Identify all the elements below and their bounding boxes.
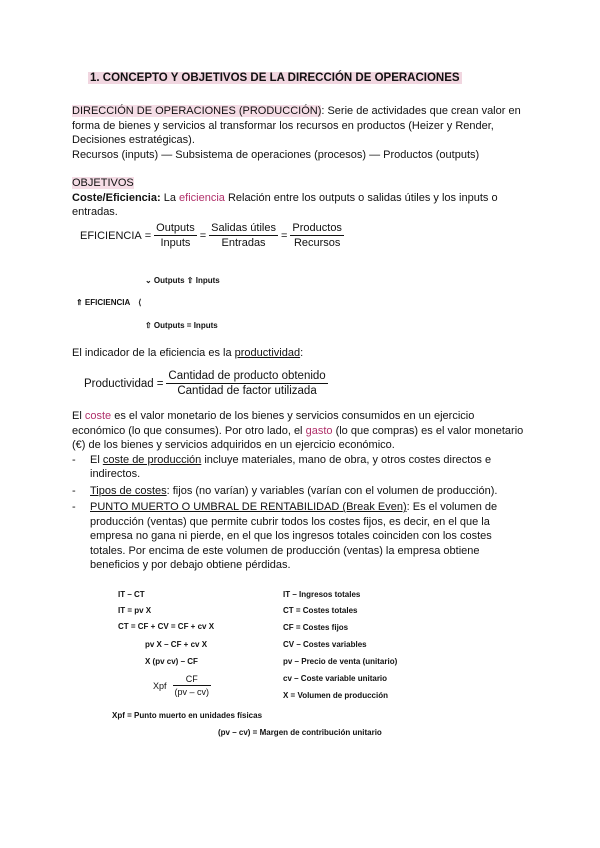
intro-line-1 — [72, 104, 528, 119]
fraction-salidas-entradas — [209, 222, 278, 249]
coste-line-2-rest: (lo que compras) es el valor monetario — [335, 424, 524, 437]
coste-produccion-term: coste de producción — [102, 453, 202, 466]
legend-costes-variables: CV – Costes variables — [283, 640, 367, 649]
fraction-denominator: Entradas — [221, 237, 266, 249]
bullet-coste-produccion — [72, 453, 528, 468]
productividad-word: productividad — [234, 347, 301, 359]
productividad-lhs: Productividad — [84, 377, 154, 390]
eq-beneficio: IT – CT — [118, 590, 145, 599]
legend-ingresos: IT – Ingresos totales — [283, 590, 361, 599]
section-title: 1. CONCEPTO Y OBJETIVOS DE LA DIRECCIÓN DE OPERACIONES — [90, 72, 460, 84]
fraction-productos-recursos — [290, 222, 344, 249]
bullet-3-rest: : Es el volumen de — [406, 501, 498, 513]
fraction-denominator: Recursos — [293, 237, 341, 249]
bracket-mark: ⟨ — [138, 298, 142, 307]
bullet-3-line-2: producción (ventas) que permite cubrir todos los costes fijos, es decir, en el que la — [90, 515, 490, 528]
la-text: La — [163, 191, 176, 204]
bullet-1-rest: incluye materiales, mano de obra, y otros costes directos e — [204, 453, 492, 466]
legend-costes-fijos: CF = Costes fijos — [283, 623, 349, 632]
equals-sign: = — [156, 377, 164, 390]
fraction-punto-muerto — [173, 674, 212, 697]
bullet-3-line-4: totales. Por encima de este volumen de producción (ventas) la empresa obtiene — [90, 544, 480, 557]
fraction-productividad — [166, 370, 327, 397]
intro-line-2: forma de bienes y servicios al transformar los recursos en productos (Heizer y Render, — [72, 119, 494, 132]
rule-outputs-inputs-1: ⌄ Outputs ⇧ Inputs — [145, 276, 220, 285]
coste-el: El — [72, 410, 82, 422]
productividad-intro — [72, 346, 528, 361]
bullet-3-line-5: beneficios y por debajo obtiene pérdidas. — [90, 559, 291, 571]
dop-definition-start: : Serie de actividades que crean valor en — [321, 105, 521, 117]
xpf-lhs: Xpf — [153, 680, 167, 691]
bullet-dash: - — [72, 501, 76, 513]
eficiencia-word: eficiencia — [179, 191, 225, 204]
rule-eficiencia-row — [76, 298, 141, 307]
eficiencia-formula — [80, 222, 344, 249]
gasto-word: gasto — [305, 424, 333, 437]
punto-muerto-term: PUNTO MUERTO O UMBRAL DE RENTABILIDAD (Break Even) — [90, 501, 407, 513]
fraction-numerator: Cantidad de producto obtenido — [168, 370, 326, 382]
bullet-tipos-costes — [72, 484, 528, 499]
coste-line-2 — [72, 424, 528, 439]
fraction-outputs-inputs — [154, 222, 197, 249]
tipos-costes-term: Tipos de costes — [90, 485, 167, 497]
bullet-dash: - — [72, 453, 76, 466]
bullet-dash: - — [72, 485, 76, 497]
legend-coste-variable-unitario: cv – Coste variable unitario — [283, 674, 388, 683]
fraction-numerator: Outputs — [156, 222, 195, 234]
eq-igualdad: pv X – CF + cv X — [145, 640, 208, 649]
objetivos-definition: Relación entre los outputs o salidas útiles y los inputs o — [227, 191, 498, 204]
objetivos-line-1 — [72, 191, 528, 206]
eq-despeje: X (pv cv) – CF — [145, 657, 198, 666]
objetivos-heading-row — [72, 176, 528, 191]
legend-volumen: X = Volumen de producción — [283, 691, 388, 700]
eficiencia-up-label: ⇑ EFICIENCIA — [76, 298, 130, 307]
coste-line-1 — [72, 409, 528, 424]
eq-ingresos: IT = pv X — [118, 606, 152, 615]
objetivos-line-2: entradas. — [72, 206, 118, 218]
def-punto-muerto: Xpf = Punto muerto en unidades físicas — [112, 711, 263, 720]
equals-sign: = — [280, 229, 288, 242]
bullet-2-rest: : fijos (no varían) y variables (varían con el volumen de producción). — [166, 485, 498, 497]
coste-line-2-start: económico (lo que consumes). Por otro lado, el — [72, 424, 303, 437]
bullet-1-line-2: indirectos. — [90, 468, 141, 480]
coste-word: coste — [84, 410, 112, 422]
fraction-numerator: CF — [173, 674, 212, 686]
fraction-denominator: Inputs — [160, 237, 191, 249]
fraction-denominator: (pv – cv) — [174, 687, 210, 697]
eficiencia-lhs: EFICIENCIA — [80, 229, 142, 242]
fraction-denominator: Cantidad de factor utilizada — [177, 385, 317, 397]
fraction-numerator: Salidas útiles — [211, 222, 276, 234]
legend-costes-totales: CT = Costes totales — [283, 606, 358, 615]
dop-term: DIRECCIÓN DE OPERACIONES (PRODUCCIÓN) — [72, 105, 322, 117]
flow-line: Recursos (inputs) — Subsistema de operaciones (procesos) — Productos (outputs) — [72, 148, 480, 161]
def-margen-contribucion: (pv – cv) = Margen de contribución unitario — [218, 728, 382, 737]
fraction-numerator: Productos — [292, 222, 342, 234]
legend-precio-venta: pv – Precio de venta (unitario) — [283, 657, 398, 666]
productividad-formula — [84, 370, 328, 397]
equals-sign: = — [199, 229, 207, 242]
rule-outputs-inputs-2: ⇧ Outputs = Inputs — [145, 321, 218, 330]
objetivos-heading: OBJETIVOS — [72, 177, 134, 189]
coste-line-3: (€) de los bienes y servicios adquiridos en un ejercicio económico. — [72, 439, 395, 451]
bullet-3-line-3: empresa no gana ni pierde, en el que los ingresos totales coinciden con los costes — [90, 530, 492, 542]
coste-eficiencia-label: Coste/Eficiencia: — [72, 191, 161, 204]
eq-costes-totales: CT = CF + CV = CF + cv X — [118, 622, 215, 631]
bullet-punto-muerto — [72, 500, 528, 515]
bullet-1-pre: El — [90, 453, 100, 466]
eq-punto-muerto — [153, 674, 211, 697]
coste-line-1-rest: es el valor monetario de los bienes y servicios consumidos en un ejercicio — [114, 410, 475, 422]
productividad-colon: : — [300, 347, 304, 359]
intro-line-3: Decisiones estratégicas). — [72, 134, 195, 146]
productividad-intro-text: El indicador de la eficiencia es la — [72, 347, 232, 359]
equals-sign: = — [144, 229, 152, 242]
